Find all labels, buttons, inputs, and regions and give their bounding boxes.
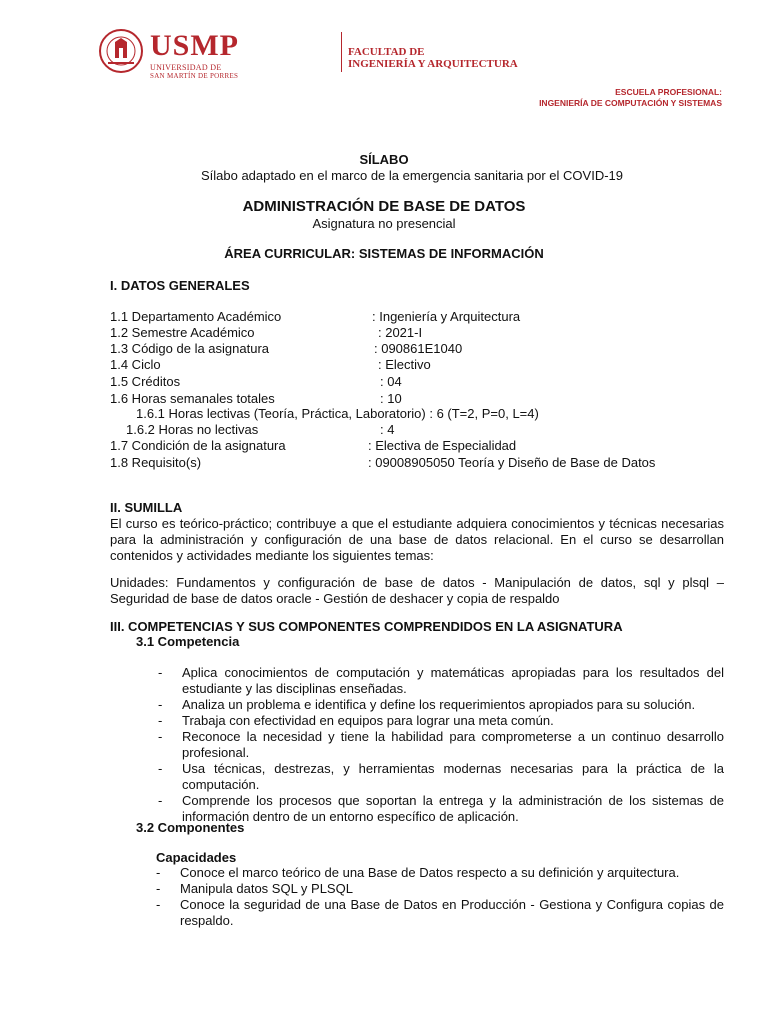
datos-row-value: : 2021-I [378,325,423,340]
datos-row-label: 1.3 Código de la asignatura [110,341,270,356]
datos-row-value: : 04 [380,374,402,389]
brand-sub2: SAN MARTÍN DE PORRES [150,72,239,80]
competencia-subheading: 3.1 Competencia [136,634,240,649]
list-item: - Aplica conocimientos de computación y matemáticas apropiadas para los resultados del estudiante y las disciplinas enseñadas. [158,665,724,697]
datos-row-value: : 09008905050 Teoría y Diseño de Base de Datos [368,455,656,470]
datos-row-label: 1.6 Horas semanales totales [110,391,275,406]
datos-row-label: 1.2 Semestre Académico [110,325,255,340]
sumilla-heading: II. SUMILLA [110,500,183,515]
brand [150,30,239,80]
faculty-name [348,46,518,70]
componentes-subheading: 3.2 Componentes [136,820,245,835]
datos-row-value: : 10 [380,391,402,406]
header-divider [341,32,342,72]
university-seal-icon [98,28,144,74]
course-subtitle: Asignatura no presencial [312,216,456,231]
list-item: - Conoce la seguridad de una Base de Datos en Producción - Gestiona y Configura copias de respaldo. [156,897,724,929]
school-line1: ESCUELA PROFESIONAL: [615,87,722,97]
list-item: - Comprende los procesos que soportan la entrega y la administración de los sistemas de información dentro de un entorno específico de aplicación. [158,793,724,825]
datos-row-value: : Electiva de Especialidad [368,438,517,453]
list-item: - Conoce el marco teórico de una Base de Datos respecto a su definición y arquitectura. [156,865,724,881]
datos-row-label: 1.4 Ciclo [110,357,161,372]
datos-row-value: : Electivo [378,357,431,372]
datos-row-label: 1.7 Condición de la asignatura [110,438,286,453]
course-title: ADMINISTRACIÓN DE BASE DE DATOS [242,198,526,215]
school-name [539,87,722,109]
datos-row-value: : 090861E1040 [374,341,463,356]
competencias-heading: III. COMPETENCIAS Y SUS COMPONENTES COMPRENDIDOS EN LA ASIGNATURA [110,619,623,634]
area-title: ÁREA CURRICULAR: SISTEMAS DE INFORMACIÓN [224,246,544,261]
faculty-line2: INGENIERÍA Y ARQUITECTURA [348,58,518,70]
datos-row-label: 1.8 Requisito(s) [110,455,202,470]
header [98,28,518,86]
datos-row-label: 1.5 Créditos [110,374,181,389]
datos-row-label: 1.6.1 Horas lectivas (Teoría, Práctica, Laboratorio) : 6 (T=2, P=0, L=4) [136,406,539,421]
datos-row-value: : Ingeniería y Arquitectura [372,309,521,324]
capacidades-list [156,865,724,929]
capacidades-label: Capacidades [156,850,237,865]
list-item: - Usa técnicas, destrezas, y herramientas modernas necesarias para la práctica de la computación. [158,761,724,793]
sumilla-paragraph: El curso es teórico-práctico; contribuye a que el estudiante adquiera conocimientos y técnicas necesarias para la administración y configuración de una base de datos relacional. En el curso se desarrollan contenidos y actividades mediante los siguientes temas: [110,516,724,563]
list-item: - Manipula datos SQL y PLSQL [156,881,724,897]
silabo-subtitle: Sílabo adaptado en el marco de la emergencia sanitaria por el COVID-19 [200,168,624,183]
brand-name: USMP [150,29,239,62]
school-line2: INGENIERÍA DE COMPUTACIÓN Y SISTEMAS [539,98,722,108]
sumilla-units: Unidades: Fundamentos y configuración de base de datos - Manipulación de datos, sql y plsql – Seguridad de base de datos oracle - Gestión de deshacer y copia de respaldo [110,575,724,606]
faculty-line1: FACULTAD DE [348,46,425,58]
list-item: - Analiza un problema e identifica y define los requerimientos apropiados para su solución. [158,697,724,713]
datos-row-label: 1.6.2 Horas no lectivas [126,422,259,437]
competencia-list [158,665,724,825]
silabo-title: SÍLABO [359,152,409,167]
datos-row-value: : 4 [380,422,395,437]
brand-sub: UNIVERSIDAD DE [150,63,222,72]
list-item: - Reconoce la necesidad y tiene la habilidad para comprometerse a un continuo desarrollo profesional. [158,729,724,761]
datos-heading: I. DATOS GENERALES [110,278,250,293]
list-item: - Trabaja con efectividad en equipos para lograr una meta común. [158,713,724,729]
datos-row-label: 1.1 Departamento Académico [110,309,282,324]
